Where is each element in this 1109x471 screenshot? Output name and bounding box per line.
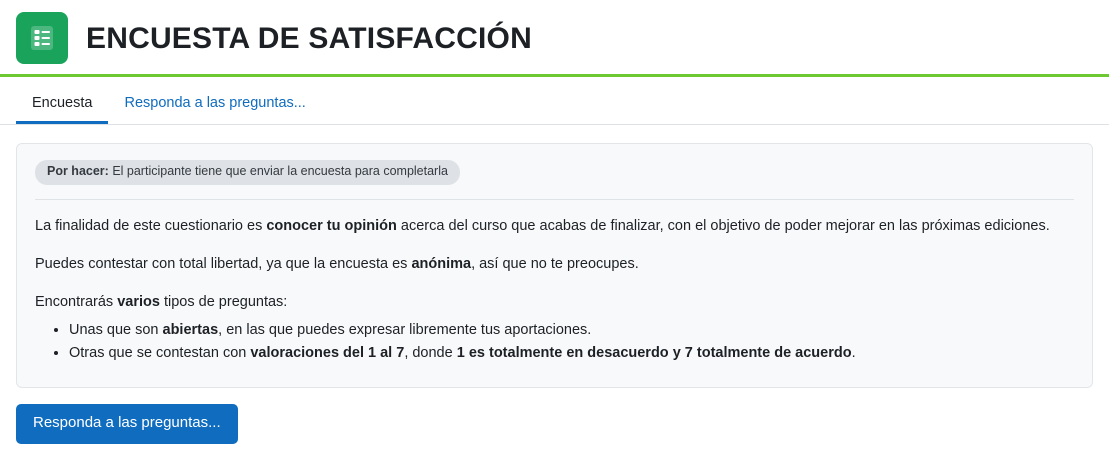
- action-row: [0, 388, 1109, 444]
- page-header: [0, 0, 1109, 74]
- list-item: • Unas que son abiertas, en las que puedes expresar libremente tus aportaciones.: [69, 319, 1074, 342]
- page-title: ENCUESTA DE SATISFACCIÓN: [86, 21, 532, 55]
- tab-encuesta[interactable]: Encuesta: [16, 96, 108, 125]
- survey-intro-text: [35, 216, 1074, 365]
- status-badge-text: El participante tiene que enviar la encuesta para completarla: [108, 164, 448, 178]
- intro-paragraph: Encontrarás varios tipos de preguntas:: [35, 293, 288, 310]
- answer-questions-button[interactable]: Responda a las preguntas...: [16, 404, 238, 444]
- status-badge-label: Por hacer:: [47, 164, 109, 178]
- card-divider: [35, 199, 1074, 200]
- tab-responda-a-las-preguntas[interactable]: Responda a las preguntas...: [108, 96, 321, 125]
- tab-bar: [0, 77, 1109, 125]
- survey-intro-card: [16, 143, 1093, 388]
- status-badge: [35, 160, 460, 185]
- intro-paragraph: La finalidad de este cuestionario es conocer tu opinión acerca del curso que acabas de finalizar, con el objetivo de poder mejorar en las próximas ediciones.: [35, 217, 1050, 234]
- list-item: • Otras que se contestan con valoraciones del 1 al 7, donde 1 es totalmente en desacuerdo y 7 totalmente de acuerdo.: [69, 342, 1074, 365]
- content-area: [0, 125, 1109, 388]
- intro-paragraph: Puedes contestar con total libertad, ya que la encuesta es anónima, así que no te preocupes.: [35, 255, 639, 272]
- status-row: [35, 160, 1074, 185]
- question-types-list: [35, 319, 1074, 365]
- survey-list-icon: [16, 12, 68, 64]
